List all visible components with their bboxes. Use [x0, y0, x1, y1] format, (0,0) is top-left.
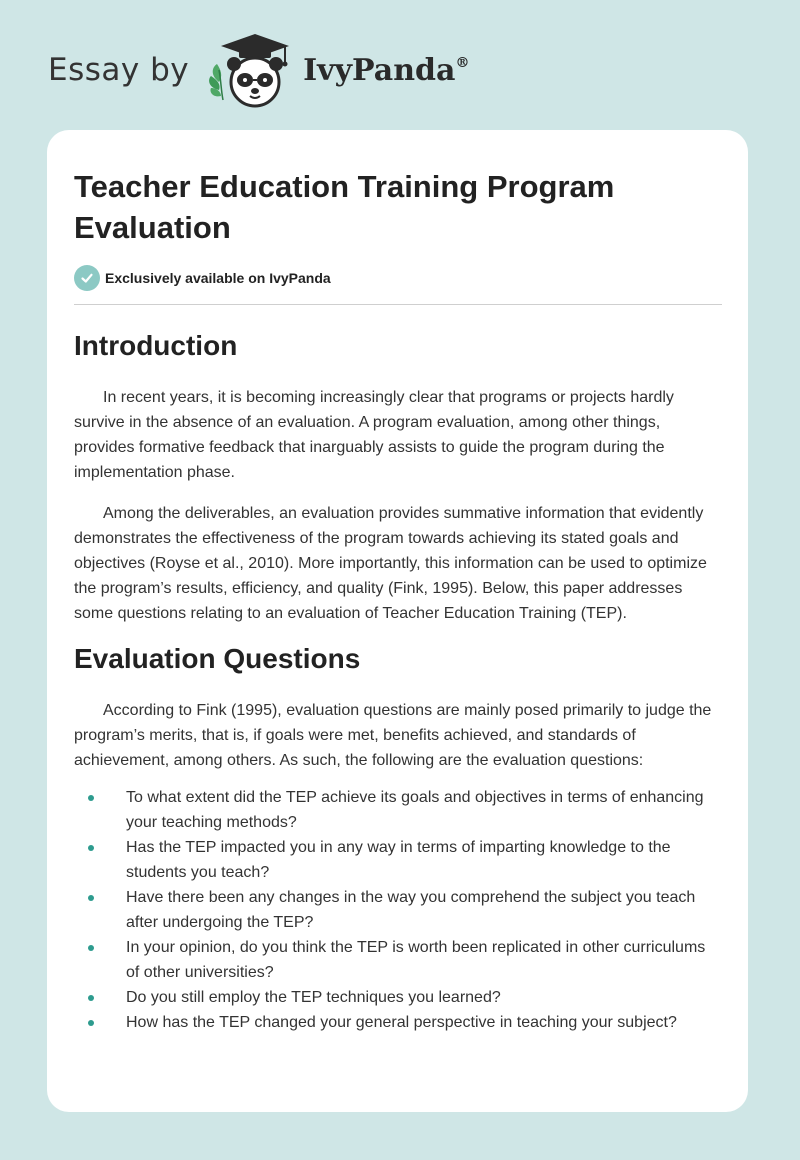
list-item: Have there been any changes in the way you comprehend the subject you teach after undergoing the TEP? [74, 885, 722, 935]
essay-title: Teacher Education Training Program Evaluation [74, 169, 615, 245]
list-item: To what extent did the TEP achieve its goals and objectives in terms of enhancing your teaching methods? [74, 785, 722, 835]
paragraph: In recent years, it is becoming increasingly clear that programs or projects hardly survive in the absence of an evaluation. A program evaluation, among other things, provides formative feedback that inarguably assists to guide the program during the implementation phase. [74, 389, 674, 481]
registered-mark: ® [455, 54, 470, 71]
paragraph: Among the deliverables, an evaluation provides summative information that evidently demonstrates the effectiveness of the program towards achieving its stated goals and objectives (Royse et al., 2010). More importantly, this information can be used to optimize the program’s results, efficiency, and quality (Fink, 1995). Below, this paper addresses some questions relating to an evaluation of Teacher Education Training (TEP). [74, 505, 707, 622]
panda-graduate-icon [205, 30, 297, 110]
list-item: In your opinion, do you think the TEP is worth been replicated in other curriculums of other universities? [74, 935, 722, 985]
essay-card [47, 130, 748, 1112]
brand-prefix: Essay by [48, 52, 190, 88]
list-item: Has the TEP impacted you in any way in terms of imparting knowledge to the students you teach? [74, 835, 722, 885]
list-item: Do you still employ the TEP techniques you learned? [74, 985, 722, 1010]
section-heading: Introduction [74, 330, 238, 361]
brand-name: IvyPanda® [303, 52, 470, 88]
badge-text: Exclusively available on IvyPanda [105, 270, 331, 286]
section-introduction [74, 327, 722, 626]
list-item: How has the TEP changed your general perspective in teaching your subject? [74, 1010, 722, 1035]
question-list [74, 785, 722, 1035]
section-evaluation-questions [74, 640, 722, 1035]
exclusive-badge [74, 265, 722, 291]
brand-header [48, 30, 469, 110]
section-heading: Evaluation Questions [74, 643, 361, 674]
title-divider [74, 304, 722, 305]
paragraph: According to Fink (1995), evaluation questions are mainly posed primarily to judge the program’s merits, that is, if goals were met, benefits achieved, and standards of achievement, among others. As such, the following are the evaluation questions: [74, 702, 712, 769]
check-circle-icon [74, 265, 100, 291]
